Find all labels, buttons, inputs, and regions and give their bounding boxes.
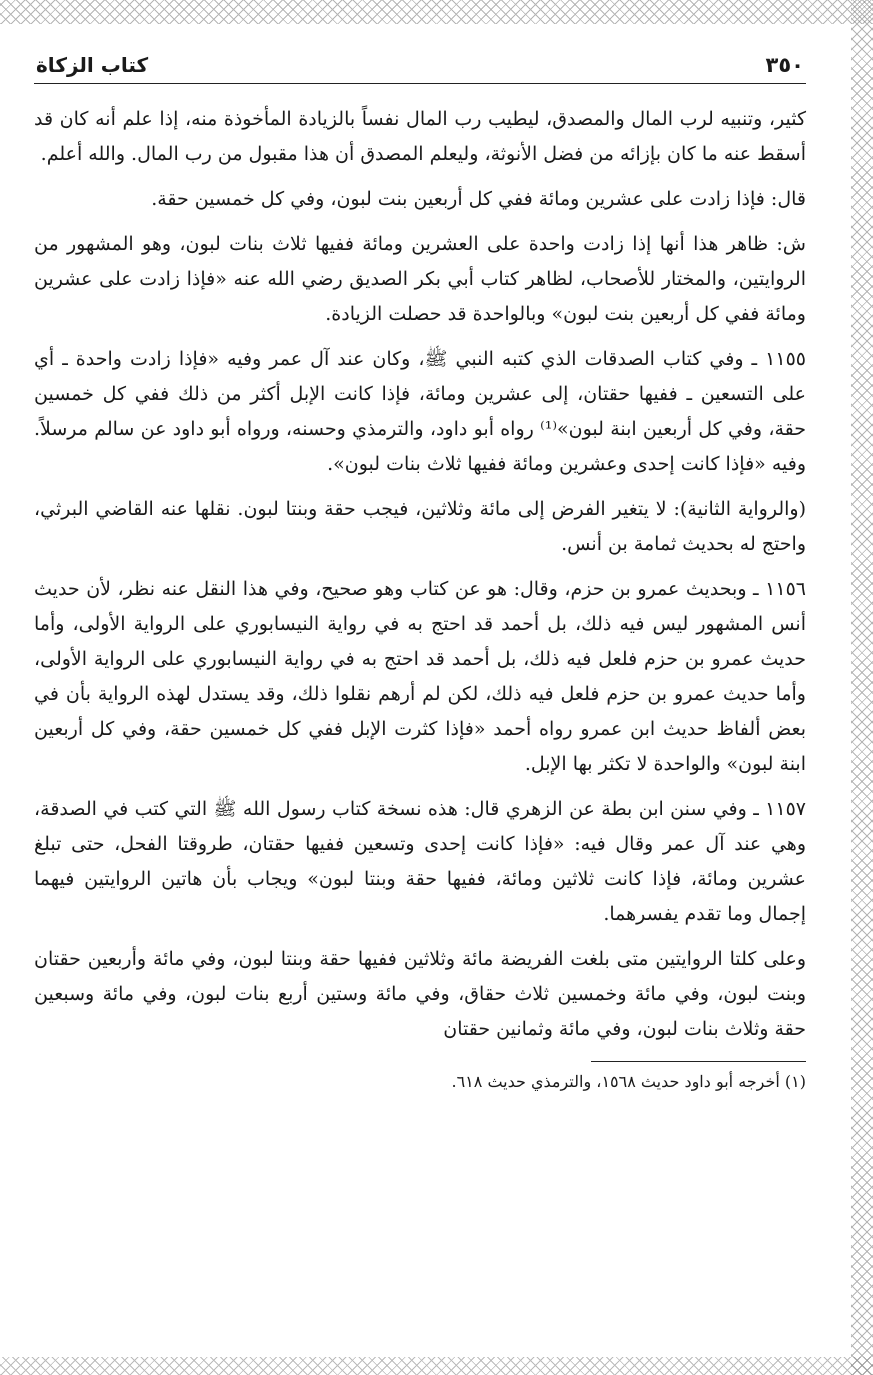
page-header [34,40,806,84]
page-number: ٣٥٠ [765,53,804,77]
paragraph-hadith-1156: ١١٥٦ ـ وبحديث عمرو بن حزم، وقال: هو عن كتاب وهو صحيح، وفي هذا النقل عنه نظر، لأن حديث أنس المشهور ليس فيه ذلك، بل أحمد قد احتج به في رواية النيسابوري على الرواية الأولى، وأما حديث عمرو بن حزم فلعل فيه ذلك، بل أحمد قد احتج به في رواية النيسابوري على الرواية الأولى، وأما حديث عمرو بن حزم فلعل فيه ذلك، لكن لم أرهم نقلوا ذلك، وقد يستدل لهذه الرواية بأن في بعض ألفاظ حديث ابن عمرو رواه أحمد «فإذا كثرت الإبل ففي كل خمسين حقة، وفي كل أربعين ابنة لبون» والواحدة لا تكثر بها الإبل. [34,578,806,775]
ornamental-border-bottom [0,1357,873,1375]
footnote: (١) أخرجه أبو داود حديث ١٥٦٨، والترمذي حديث ٦١٨. [451,1072,806,1091]
paragraph-conclusion: وعلى كلتا الروايتين متى بلغت الفريضة مائة وثلاثين ففيها حقة وبنتا لبون، وفي مائة وأربعين حقتان وبنت لبون، وفي مائة وخمسين ثلاث حقاق، وفي مائة وستين أربع بنات لبون، وفي مائة وسبعين حقة وثلاث بنات لبون، وفي مائة وثمانين حقتان [34,948,806,1040]
ornamental-border-top [0,0,873,24]
paragraph-sharh: ش: ظاهر هذا أنها إذا زادت واحدة على العشرين ومائة ففيها ثلاث بنات لبون، وهو المشهور من الروايتين، والمختار للأصحاب، لظاهر كتاب أبي بكر الصديق رضي الله عنه «فإذا زادت على عشرين ومائة ففي كل أربعين بنت لبون» وبالواحدة قد حصلت الزيادة. [34,233,806,325]
running-title: كتاب الزكاة [36,53,149,77]
paragraph-hadith-1155: ١١٥٥ ـ وفي كتاب الصدقات الذي كتبه النبي ﷺ، وكان عند آل عمر وفيه «فإذا زادت واحدة ـ أي على التسعين ـ ففيها حقتان، إلى عشرين ومائة، فإذا كانت الإبل أكثر من ذلك ففي كل خمسين حقة، وفي كل أربعين ابنة لبون»⁽¹⁾ رواه أبو داود، والترمذي وحسنه، ورواه أبو داود عن سالم مرسلاً. وفيه «فإذا كانت إحدى وعشرين ومائة ففيها ثلاث بنات لبون». [34,348,806,475]
body-text [34,102,806,1047]
paragraph-continuation: كثير، وتنبيه لرب المال والمصدق، ليطيب رب المال نفساً بالزيادة المأخوذة منه، إذا علم أنه كان قد أسقط عنه ما كان بإزائه من فضل الأنوثة، وليعلم المصدق أن هذا مقبول من رب المال. والله أعلم. [34,108,806,165]
paragraph-matn: قال: فإذا زادت على عشرين ومائة ففي كل أربعين بنت لبون، وفي كل خمسين حقة. [151,188,806,210]
paragraph-second-narration: (والرواية الثانية): لا يتغير الفرض إلى مائة وثلاثين، فيجب حقة وبنتا لبون. نقلها عنه القاضي البرثي، واحتج له بحديث ثمامة بن أنس. [34,498,806,555]
footnote-divider [591,1061,806,1062]
ornamental-border-right [851,0,873,1375]
book-page [34,40,806,1096]
paragraph-hadith-1157: ١١٥٧ ـ وفي سنن ابن بطة عن الزهري قال: هذه نسخة كتاب رسول الله ﷺ التي كتب في الصدقة، وهي عند آل عمر وقال فيه: «فإذا كانت إحدى وتسعين ففيها حقتان، طروقتا الفحل، حتى تبلغ عشرين ومائة، فإذا كانت ثلاثين ومائة، ففيها حقة وبنتا لبون» ويجاب بأن هاتين الروايتين فيهما إجمال وما تقدم يفسرهما. [34,798,806,925]
